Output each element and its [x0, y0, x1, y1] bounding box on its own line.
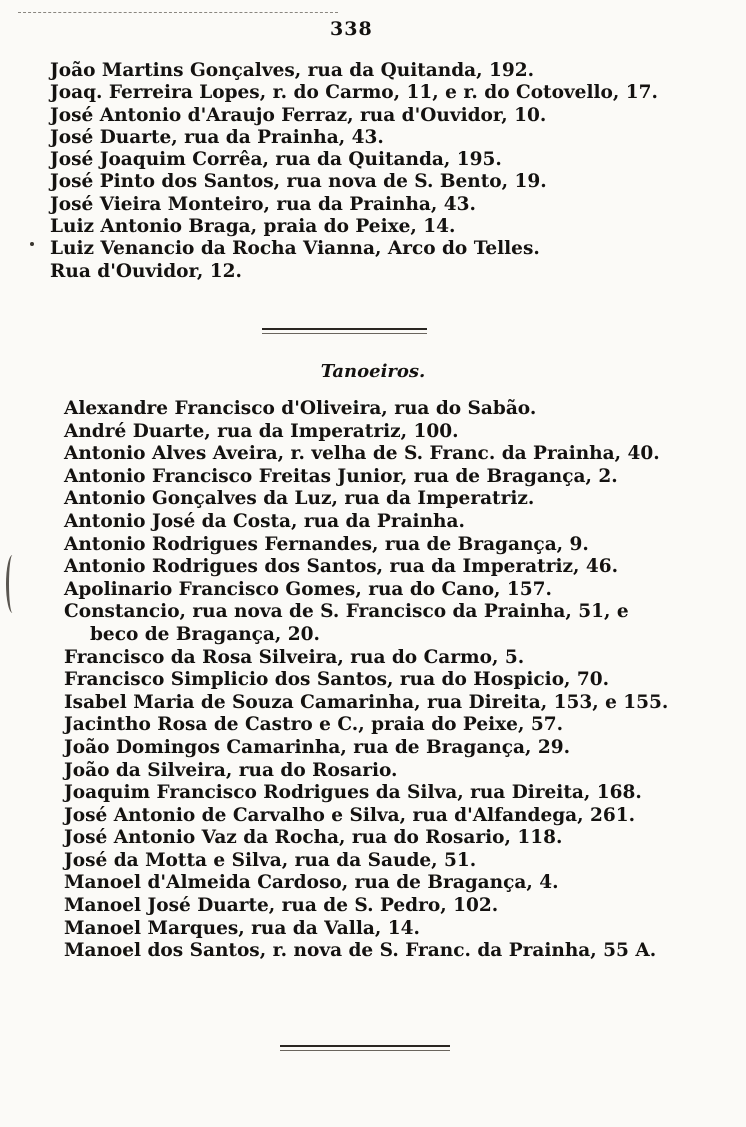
list-item: José Pinto dos Santos, rua nova de S. Bento, 19.: [50, 171, 547, 193]
list-item: Luiz Antonio Braga, praia do Peixe, 14.: [50, 216, 456, 238]
binding-mark: [6, 555, 19, 613]
list-item: Alexandre Francisco d'Oliveira, rua do Sabão.: [64, 398, 537, 419]
list-item: José Vieira Monteiro, rua da Prainha, 43.: [50, 193, 476, 215]
list-item: José Antonio de Carvalho e Silva, rua d'Alfandega, 261.: [64, 804, 636, 826]
list-item: Jacintho Rosa de Castro e C., praia do Peixe, 57.: [64, 714, 564, 736]
continued-entries: [50, 60, 730, 283]
list-item: Luiz Venancio da Rocha Vianna, Arco do Telles.: [50, 238, 540, 260]
list-item: José Joaquim Corrêa, rua da Quitanda, 195.: [50, 149, 502, 171]
list-item: Antonio Gonçalves da Luz, rua da Imperatriz.: [64, 488, 535, 510]
list-item-continuation: beco de Bragança, 20.: [90, 623, 320, 645]
list-item: João da Silveira, rua do Rosario.: [64, 759, 398, 781]
list-item: Constancio, rua nova de S. Francisco da Prainha, 51, e: [64, 601, 629, 623]
top-rule: [18, 12, 338, 13]
list-item: José da Motta e Silva, rua da Saude, 51.: [64, 849, 477, 871]
list-item: Manoel José Duarte, rua de S. Pedro, 102.: [64, 895, 499, 917]
list-item: André Duarte, rua da Imperatriz, 100.: [64, 420, 459, 442]
list-item: João Martins Gonçalves, rua da Quitanda, 192.: [50, 60, 535, 81]
list-item: Manoel d'Almeida Cardoso, rua de Bragança, 4.: [64, 872, 559, 894]
section-divider: [262, 328, 427, 334]
bottom-divider: [280, 1045, 450, 1051]
section-title: Tanoeiros.: [320, 361, 426, 382]
tanoeiros-entries: [64, 398, 734, 963]
list-item: Isabel Maria de Souza Camarinha, rua Direita, 153, e 155.: [64, 691, 669, 713]
list-item: Antonio José da Costa, rua da Prainha.: [64, 510, 465, 532]
ink-speck: [30, 242, 34, 246]
list-item: Antonio Rodrigues Fernandes, rua de Bragança, 9.: [64, 533, 589, 555]
list-item: Antonio Francisco Freitas Junior, rua de Bragança, 2.: [64, 465, 618, 487]
list-item: Apolinario Francisco Gomes, rua do Cano, 157.: [64, 578, 552, 600]
list-item: José Duarte, rua da Prainha, 43.: [50, 126, 384, 148]
list-item: Joaq. Ferreira Lopes, r. do Carmo, 11, e r. do Cotovello, 17.: [50, 82, 658, 104]
list-item: João Domingos Camarinha, rua de Bragança, 29.: [64, 736, 571, 758]
list-item: Francisco Simplicio dos Santos, rua do Hospicio, 70.: [64, 669, 610, 691]
list-item: Joaquim Francisco Rodrigues da Silva, rua Direita, 168.: [64, 782, 642, 804]
list-item: Antonio Rodrigues dos Santos, rua da Imperatriz, 46.: [64, 556, 619, 578]
list-item: José Antonio d'Araujo Ferraz, rua d'Ouvidor, 10.: [50, 104, 547, 126]
list-item: José Antonio Vaz da Rocha, rua do Rosario, 118.: [64, 827, 563, 849]
list-item: Rua d'Ouvidor, 12.: [50, 260, 242, 282]
page-number: 338: [330, 18, 373, 40]
list-item: Francisco da Rosa Silveira, rua do Carmo, 5.: [64, 646, 525, 668]
list-item: Manoel Marques, rua da Valla, 14.: [64, 917, 420, 939]
list-item: Antonio Alves Aveira, r. velha de S. Franc. da Prainha, 40.: [64, 443, 660, 465]
list-item: Manoel dos Santos, r. nova de S. Franc. da Prainha, 55 A.: [64, 940, 657, 962]
